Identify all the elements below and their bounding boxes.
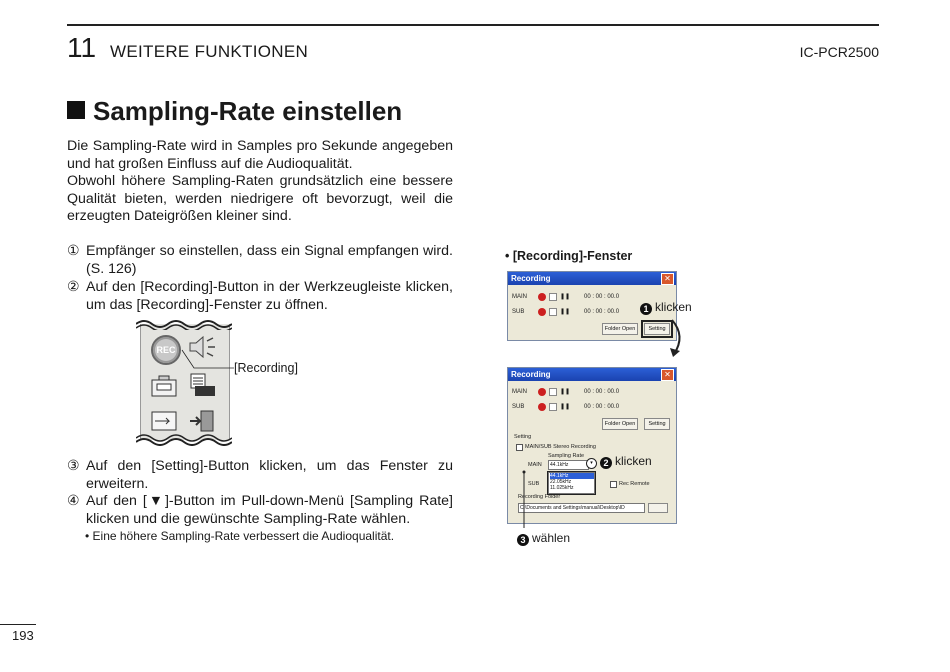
recording-label: [Recording]	[234, 361, 298, 375]
sub-label: SUB	[512, 404, 525, 410]
setting-button[interactable]: Setting	[644, 323, 670, 335]
chapter-title: WEITERE FUNKTIONEN	[110, 42, 309, 61]
stop-icon[interactable]	[549, 293, 557, 301]
stop-icon[interactable]	[549, 403, 557, 411]
sub-label: SUB	[512, 309, 525, 315]
callout-2	[600, 454, 652, 469]
pause-icon[interactable]: ❚❚	[560, 389, 571, 395]
memory-icon[interactable]	[149, 408, 179, 434]
sampling-rate-list[interactable]	[548, 472, 595, 494]
stereo-checkbox[interactable]	[516, 444, 523, 451]
figure-caption: • [Recording]-Fenster	[505, 249, 633, 263]
option-44k[interactable]: 44.1kHz	[550, 473, 594, 479]
recording-button[interactable]: REC	[151, 335, 181, 365]
browse-button[interactable]	[648, 503, 668, 513]
main-time: 00 : 00 : 00.0	[584, 294, 620, 300]
record-icon[interactable]	[538, 308, 546, 316]
callout-number: 2	[600, 457, 612, 469]
pause-icon[interactable]: ❚❚	[560, 294, 571, 300]
record-icon[interactable]	[538, 388, 546, 396]
setting-button[interactable]: Setting	[644, 418, 670, 430]
step-text: Auf den [Recording]-Button in der Werkzeugleiste klicken, um das [Recording]-Fenster zu öffnen.	[86, 279, 453, 313]
rec-remote-checkbox[interactable]	[610, 481, 617, 488]
step-number: ④	[67, 493, 80, 509]
step-3	[67, 458, 453, 493]
exit-icon[interactable]	[187, 408, 217, 434]
section-title	[67, 96, 402, 127]
setting-group-label: Setting	[514, 434, 532, 440]
callout-3	[517, 531, 570, 546]
step-text: Auf den [▼]-Button im Pull-down-Menü [Sampling Rate] klicken und die gewünschte Sampling-Rate wählen.	[86, 493, 453, 527]
option-11k[interactable]: 11.025kHz	[550, 485, 574, 491]
close-button[interactable]: ✕	[661, 369, 674, 381]
bullet-note: • Eine höhere Sampling-Rate verbessert die Audioqualität.	[85, 529, 395, 543]
main-sampling-select[interactable]: 44.1kHz	[548, 460, 589, 470]
stereo-label: MAIN/SUB Stereo Recording	[525, 444, 596, 450]
page-number-rule	[0, 624, 36, 625]
window-title: Recording	[508, 272, 676, 285]
step-1	[67, 243, 453, 278]
close-button[interactable]: ✕	[661, 273, 674, 285]
step-number: ①	[67, 243, 80, 259]
main-label: MAIN	[512, 389, 527, 395]
step-text: Empfänger so einstellen, dass ein Signal empfangen wird. (S. 126)	[86, 243, 453, 277]
sub-time: 00 : 00 : 00.0	[584, 404, 620, 410]
step-4	[67, 493, 453, 528]
toolbar-figure	[140, 324, 230, 440]
window-title: Recording	[508, 368, 676, 381]
option-22k[interactable]: 22.05kHz	[550, 479, 572, 485]
intro-paragraph-2: Obwohl höhere Sampling-Raten grundsätzlich eine bessere Qualität bieten, werden niedrigere oft bevorzugt, weil die erzeugten Dateigrößen kleiner sind.	[67, 173, 453, 225]
section-square-icon	[67, 101, 85, 119]
header-rule	[67, 24, 879, 26]
step-number: ③	[67, 458, 80, 474]
page-number: 193	[12, 628, 34, 643]
record-icon[interactable]	[538, 293, 546, 301]
main-rate-label: MAIN	[528, 462, 542, 468]
recording-window-expanded	[507, 367, 677, 524]
stop-icon[interactable]	[549, 308, 557, 316]
folder-open-button[interactable]: Folder Open	[602, 418, 638, 430]
sub-time: 00 : 00 : 00.0	[584, 309, 620, 315]
pause-icon[interactable]: ❚❚	[560, 404, 571, 410]
callout-number: 3	[517, 534, 529, 546]
stop-icon[interactable]	[549, 388, 557, 396]
chapter-number: 11	[67, 32, 97, 63]
callout-text: klicken	[655, 300, 692, 314]
folder-path-field[interactable]: C:\Documents and Settings\manual\Desktop\ID	[518, 503, 645, 513]
sub-rate-label: SUB	[528, 481, 540, 487]
pause-icon[interactable]: ❚❚	[560, 309, 571, 315]
main-label: MAIN	[512, 294, 527, 300]
callout-1	[640, 300, 692, 315]
leader-line	[180, 348, 236, 372]
callout-text: klicken	[615, 454, 652, 468]
folder-open-button[interactable]: Folder Open	[602, 323, 638, 335]
toolbar-break-top	[136, 318, 232, 330]
record-icon[interactable]	[538, 403, 546, 411]
arrow-curve	[664, 318, 688, 360]
callout-number: 1	[640, 303, 652, 315]
dropdown-arrow-icon[interactable]: ▾	[586, 458, 597, 469]
rec-remote-label: Rec Remote	[619, 481, 650, 487]
toolbar-break-bottom	[136, 434, 232, 446]
step-number: ②	[67, 279, 80, 295]
section-title-text: Sampling-Rate einstellen	[93, 96, 403, 126]
intro-paragraph-1: Die Sampling-Rate wird in Samples pro Sekunde angegeben und hat großen Einfluss auf die Audioqualität.	[67, 138, 453, 172]
sampling-rate-label: Sampling Rate	[548, 453, 585, 459]
callout-text: wählen	[532, 531, 571, 545]
step-2	[67, 279, 453, 314]
step-text: Auf den [Setting]-Button klicken, um das Fenster zu erweitern.	[86, 458, 453, 492]
receiver-icon[interactable]	[187, 372, 217, 398]
leader-line	[518, 470, 530, 532]
recording-folder-label: Recording Folder	[518, 494, 561, 500]
main-time: 00 : 00 : 00.0	[584, 389, 620, 395]
radio-icon[interactable]	[149, 374, 179, 400]
model-name: IC-PCR2500	[799, 44, 879, 60]
